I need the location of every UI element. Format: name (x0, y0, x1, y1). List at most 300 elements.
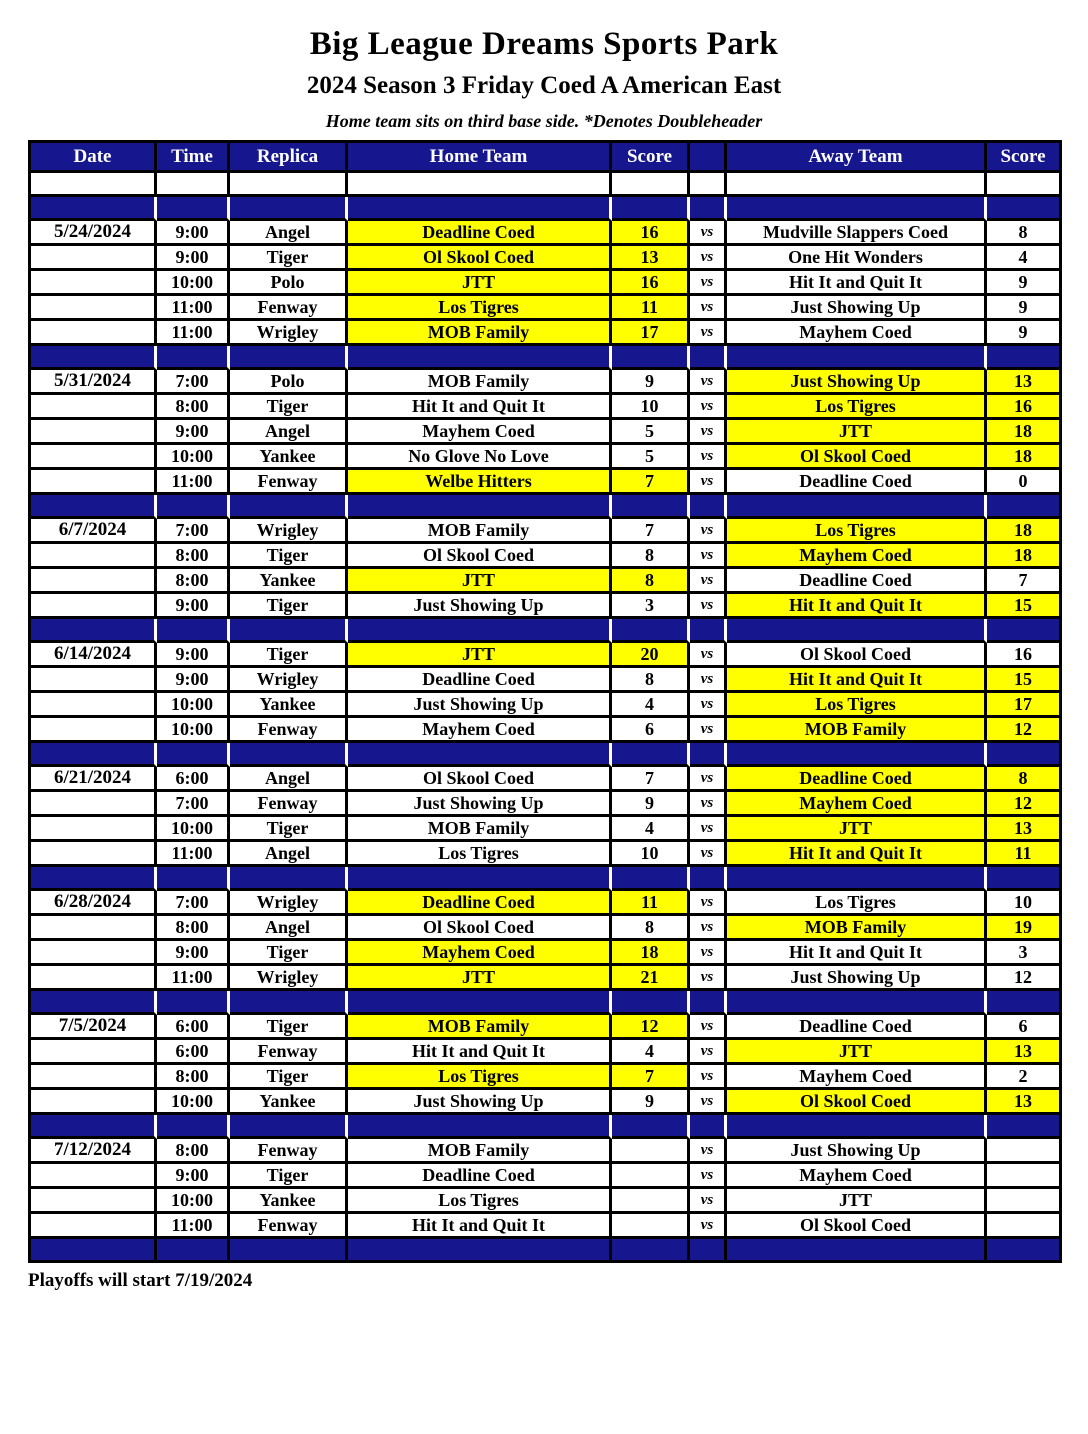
playoffs-note: Playoffs will start 7/19/2024 (28, 1270, 253, 1291)
col-header-time: Time (157, 140, 230, 173)
away-score-cell: 13 (987, 817, 1062, 842)
date-cell (28, 395, 157, 420)
separator-cell (348, 743, 612, 767)
home-team-cell: MOB Family (348, 519, 612, 544)
group-separator-row (28, 867, 1062, 891)
home-score-cell: 3 (612, 594, 690, 619)
home-team-cell: JTT (348, 643, 612, 668)
replica-cell: Fenway (230, 1139, 348, 1164)
away-score-cell: 18 (987, 445, 1062, 470)
separator-cell (690, 1239, 727, 1263)
home-score-cell: 18 (612, 941, 690, 966)
separator-cell (690, 346, 727, 370)
home-team-cell: Deadline Coed (348, 221, 612, 246)
away-team-cell: Los Tigres (727, 395, 987, 420)
time-cell: 11:00 (157, 966, 230, 991)
replica-cell: Angel (230, 420, 348, 445)
vs-cell: vs (690, 395, 727, 420)
schedule-table (28, 140, 1062, 1263)
replica-cell: Wrigley (230, 891, 348, 916)
separator-cell (987, 1115, 1062, 1139)
away-score-cell: 9 (987, 321, 1062, 346)
separator-cell (727, 346, 987, 370)
separator-cell (230, 495, 348, 519)
home-team-cell: JTT (348, 271, 612, 296)
game-row (28, 544, 1062, 569)
date-cell: 7/12/2024 (28, 1139, 157, 1164)
replica-cell: Yankee (230, 445, 348, 470)
replica-cell: Fenway (230, 1214, 348, 1239)
game-row (28, 718, 1062, 743)
home-team-cell: Mayhem Coed (348, 941, 612, 966)
home-score-cell: 17 (612, 321, 690, 346)
replica-cell: Tiger (230, 246, 348, 271)
vs-cell: vs (690, 1015, 727, 1040)
home-score-cell (612, 1214, 690, 1239)
replica-cell: Yankee (230, 1090, 348, 1115)
separator-cell (157, 1115, 230, 1139)
separator-cell (612, 743, 690, 767)
replica-cell: Angel (230, 916, 348, 941)
away-team-cell: Just Showing Up (727, 370, 987, 395)
home-team-cell: Welbe Hitters (348, 470, 612, 495)
vs-cell: vs (690, 693, 727, 718)
home-team-cell: Deadline Coed (348, 1164, 612, 1189)
home-team-cell: Deadline Coed (348, 891, 612, 916)
away-score-cell: 10 (987, 891, 1062, 916)
separator-cell (230, 1239, 348, 1263)
home-score-cell: 4 (612, 817, 690, 842)
away-score-cell (987, 1189, 1062, 1214)
replica-cell: Wrigley (230, 321, 348, 346)
game-row (28, 321, 1062, 346)
home-team-cell: Los Tigres (348, 1065, 612, 1090)
replica-cell: Tiger (230, 643, 348, 668)
game-row (28, 966, 1062, 991)
replica-cell: Fenway (230, 792, 348, 817)
away-score-cell: 18 (987, 544, 1062, 569)
time-cell: 9:00 (157, 1164, 230, 1189)
game-row (28, 420, 1062, 445)
vs-cell: vs (690, 445, 727, 470)
home-team-cell: MOB Family (348, 1139, 612, 1164)
away-score-cell: 4 (987, 246, 1062, 271)
away-team-cell: Los Tigres (727, 891, 987, 916)
separator-cell (612, 991, 690, 1015)
home-score-cell: 5 (612, 445, 690, 470)
replica-cell: Tiger (230, 817, 348, 842)
col-header-away-team: Away Team (727, 140, 987, 173)
vs-cell: vs (690, 966, 727, 991)
away-team-cell: JTT (727, 817, 987, 842)
away-team-cell: Deadline Coed (727, 767, 987, 792)
game-row (28, 792, 1062, 817)
group-separator-row (28, 197, 1062, 221)
away-score-cell: 13 (987, 1090, 1062, 1115)
home-team-cell: Ol Skool Coed (348, 767, 612, 792)
time-cell: 8:00 (157, 1139, 230, 1164)
away-team-cell: Mayhem Coed (727, 321, 987, 346)
col-header-vs (690, 140, 727, 173)
date-cell (28, 693, 157, 718)
separator-cell (690, 991, 727, 1015)
vs-cell: vs (690, 817, 727, 842)
home-team-cell: JTT (348, 569, 612, 594)
vs-cell: vs (690, 668, 727, 693)
separator-cell (727, 1239, 987, 1263)
date-cell (28, 445, 157, 470)
away-team-cell: Hit It and Quit It (727, 941, 987, 966)
vs-cell: vs (690, 1139, 727, 1164)
separator-cell (987, 197, 1062, 221)
away-team-cell: Ol Skool Coed (727, 445, 987, 470)
separator-cell (987, 619, 1062, 643)
time-cell: 10:00 (157, 1090, 230, 1115)
time-cell: 9:00 (157, 221, 230, 246)
game-row (28, 1040, 1062, 1065)
date-cell (28, 1164, 157, 1189)
separator-cell (612, 619, 690, 643)
separator-cell (157, 619, 230, 643)
doubleheader-note: Home team sits on third base side. *Denotes Doubleheader (325, 111, 763, 131)
home-team-cell: MOB Family (348, 370, 612, 395)
separator-cell (348, 619, 612, 643)
separator-cell (987, 867, 1062, 891)
time-cell: 7:00 (157, 891, 230, 916)
spacer-cell (690, 173, 727, 197)
replica-cell: Yankee (230, 569, 348, 594)
col-header-replica: Replica (230, 140, 348, 173)
vs-cell: vs (690, 941, 727, 966)
group-separator-row (28, 1115, 1062, 1139)
game-row (28, 594, 1062, 619)
away-score-cell: 18 (987, 519, 1062, 544)
home-score-cell: 8 (612, 569, 690, 594)
date-cell (28, 941, 157, 966)
time-cell: 11:00 (157, 842, 230, 867)
away-score-cell: 17 (987, 693, 1062, 718)
home-score-cell: 12 (612, 1015, 690, 1040)
away-team-cell: Ol Skool Coed (727, 643, 987, 668)
home-score-cell: 7 (612, 470, 690, 495)
away-team-cell: Mudville Slappers Coed (727, 221, 987, 246)
separator-cell (727, 619, 987, 643)
separator-cell (690, 1115, 727, 1139)
separator-cell (727, 991, 987, 1015)
away-score-cell: 12 (987, 792, 1062, 817)
home-score-cell: 16 (612, 221, 690, 246)
replica-cell: Polo (230, 370, 348, 395)
replica-cell: Fenway (230, 718, 348, 743)
separator-cell (727, 743, 987, 767)
away-score-cell: 12 (987, 966, 1062, 991)
separator-cell (348, 495, 612, 519)
game-row (28, 445, 1062, 470)
time-cell: 6:00 (157, 767, 230, 792)
spacer-cell (727, 173, 987, 197)
home-team-cell: JTT (348, 966, 612, 991)
home-score-cell: 7 (612, 1065, 690, 1090)
spacer-cell (987, 173, 1062, 197)
vs-cell: vs (690, 891, 727, 916)
replica-cell: Angel (230, 842, 348, 867)
separator-cell (157, 346, 230, 370)
replica-cell: Polo (230, 271, 348, 296)
replica-cell: Yankee (230, 1189, 348, 1214)
replica-cell: Tiger (230, 1164, 348, 1189)
separator-cell (28, 867, 157, 891)
time-cell: 10:00 (157, 817, 230, 842)
away-team-cell: Ol Skool Coed (727, 1214, 987, 1239)
away-team-cell: Just Showing Up (727, 296, 987, 321)
away-team-cell: JTT (727, 1040, 987, 1065)
game-row (28, 370, 1062, 395)
time-cell: 6:00 (157, 1015, 230, 1040)
replica-cell: Wrigley (230, 966, 348, 991)
vs-cell: vs (690, 1164, 727, 1189)
home-team-cell: Mayhem Coed (348, 420, 612, 445)
time-cell: 10:00 (157, 445, 230, 470)
date-cell (28, 1090, 157, 1115)
separator-cell (230, 619, 348, 643)
home-score-cell: 6 (612, 718, 690, 743)
away-score-cell: 8 (987, 221, 1062, 246)
away-team-cell: Hit It and Quit It (727, 668, 987, 693)
home-score-cell: 10 (612, 842, 690, 867)
away-score-cell: 15 (987, 668, 1062, 693)
date-cell: 5/31/2024 (28, 370, 157, 395)
time-cell: 7:00 (157, 519, 230, 544)
replica-cell: Tiger (230, 1015, 348, 1040)
separator-cell (157, 991, 230, 1015)
away-team-cell: Mayhem Coed (727, 1065, 987, 1090)
home-score-cell: 9 (612, 792, 690, 817)
time-cell: 10:00 (157, 1189, 230, 1214)
separator-cell (348, 991, 612, 1015)
separator-cell (727, 197, 987, 221)
vs-cell: vs (690, 321, 727, 346)
away-team-cell: Mayhem Coed (727, 1164, 987, 1189)
vs-cell: vs (690, 420, 727, 445)
home-score-cell: 4 (612, 1040, 690, 1065)
schedule-page (0, 26, 1088, 1292)
away-score-cell: 18 (987, 420, 1062, 445)
separator-cell (348, 346, 612, 370)
away-score-cell (987, 1164, 1062, 1189)
home-team-cell: Los Tigres (348, 1189, 612, 1214)
game-row (28, 767, 1062, 792)
separator-cell (157, 495, 230, 519)
replica-cell: Fenway (230, 1040, 348, 1065)
vs-cell: vs (690, 519, 727, 544)
replica-cell: Tiger (230, 395, 348, 420)
time-cell: 11:00 (157, 1214, 230, 1239)
date-cell (28, 1065, 157, 1090)
game-row (28, 891, 1062, 916)
separator-cell (28, 743, 157, 767)
home-score-cell: 16 (612, 271, 690, 296)
away-team-cell: JTT (727, 1189, 987, 1214)
separator-cell (690, 743, 727, 767)
separator-cell (230, 743, 348, 767)
home-score-cell: 20 (612, 643, 690, 668)
separator-cell (612, 346, 690, 370)
game-row (28, 221, 1062, 246)
home-score-cell: 8 (612, 668, 690, 693)
away-score-cell (987, 1139, 1062, 1164)
away-team-cell: Mayhem Coed (727, 792, 987, 817)
separator-cell (230, 991, 348, 1015)
replica-cell: Fenway (230, 296, 348, 321)
spacer-cell (230, 173, 348, 197)
date-cell (28, 594, 157, 619)
home-team-cell: Just Showing Up (348, 693, 612, 718)
away-team-cell: Just Showing Up (727, 966, 987, 991)
time-cell: 10:00 (157, 718, 230, 743)
separator-cell (987, 346, 1062, 370)
home-team-cell: Los Tigres (348, 296, 612, 321)
group-separator-row (28, 743, 1062, 767)
home-score-cell (612, 1164, 690, 1189)
date-cell (28, 420, 157, 445)
vs-cell: vs (690, 271, 727, 296)
time-cell: 9:00 (157, 668, 230, 693)
date-cell (28, 544, 157, 569)
separator-cell (28, 1239, 157, 1263)
away-team-cell: Just Showing Up (727, 1139, 987, 1164)
game-row (28, 643, 1062, 668)
col-header-away-score: Score (987, 140, 1062, 173)
home-team-cell: Just Showing Up (348, 1090, 612, 1115)
home-team-cell: No Glove No Love (348, 445, 612, 470)
game-row (28, 470, 1062, 495)
date-cell (28, 1214, 157, 1239)
separator-cell (987, 1239, 1062, 1263)
away-score-cell: 16 (987, 643, 1062, 668)
home-score-cell: 5 (612, 420, 690, 445)
vs-cell: vs (690, 1040, 727, 1065)
time-cell: 8:00 (157, 916, 230, 941)
separator-cell (230, 197, 348, 221)
game-row (28, 941, 1062, 966)
separator-cell (690, 619, 727, 643)
date-cell (28, 792, 157, 817)
replica-cell: Tiger (230, 544, 348, 569)
date-cell (28, 246, 157, 271)
replica-cell: Tiger (230, 594, 348, 619)
home-score-cell: 11 (612, 296, 690, 321)
separator-cell (987, 743, 1062, 767)
home-team-cell: Ol Skool Coed (348, 916, 612, 941)
group-separator-row (28, 991, 1062, 1015)
away-team-cell: Deadline Coed (727, 1015, 987, 1040)
away-score-cell: 9 (987, 296, 1062, 321)
home-team-cell: MOB Family (348, 1015, 612, 1040)
date-cell (28, 321, 157, 346)
separator-cell (727, 867, 987, 891)
time-cell: 10:00 (157, 693, 230, 718)
col-header-home-score: Score (612, 140, 690, 173)
away-team-cell: Ol Skool Coed (727, 1090, 987, 1115)
separator-cell (612, 495, 690, 519)
game-row (28, 1164, 1062, 1189)
away-team-cell: MOB Family (727, 718, 987, 743)
group-separator-row (28, 346, 1062, 370)
spacer-cell (28, 173, 157, 197)
home-score-cell: 7 (612, 767, 690, 792)
home-score-cell: 13 (612, 246, 690, 271)
time-cell: 6:00 (157, 1040, 230, 1065)
home-score-cell: 11 (612, 891, 690, 916)
away-team-cell: Hit It and Quit It (727, 271, 987, 296)
game-row (28, 271, 1062, 296)
home-score-cell: 9 (612, 370, 690, 395)
away-team-cell: Mayhem Coed (727, 544, 987, 569)
time-cell: 7:00 (157, 370, 230, 395)
away-score-cell (987, 1214, 1062, 1239)
page-subtitle: 2024 Season 3 Friday Coed A American East (306, 72, 782, 99)
separator-cell (348, 197, 612, 221)
time-cell: 11:00 (157, 296, 230, 321)
vs-cell: vs (690, 594, 727, 619)
separator-cell (157, 867, 230, 891)
time-cell: 8:00 (157, 544, 230, 569)
col-header-home-team: Home Team (348, 140, 612, 173)
date-cell (28, 842, 157, 867)
game-row (28, 395, 1062, 420)
separator-cell (28, 197, 157, 221)
separator-cell (348, 1115, 612, 1139)
vs-cell: vs (690, 1214, 727, 1239)
date-cell (28, 817, 157, 842)
home-team-cell: Los Tigres (348, 842, 612, 867)
time-cell: 10:00 (157, 271, 230, 296)
game-row (28, 1015, 1062, 1040)
vs-cell: vs (690, 296, 727, 321)
separator-cell (690, 495, 727, 519)
vs-cell: vs (690, 1189, 727, 1214)
home-team-cell: Deadline Coed (348, 668, 612, 693)
vs-cell: vs (690, 246, 727, 271)
separator-cell (230, 867, 348, 891)
date-cell: 6/14/2024 (28, 643, 157, 668)
game-row (28, 1214, 1062, 1239)
separator-cell (28, 346, 157, 370)
home-score-cell (612, 1189, 690, 1214)
game-row (28, 1139, 1062, 1164)
schedule-body (28, 173, 1062, 1263)
date-cell (28, 271, 157, 296)
date-cell: 6/7/2024 (28, 519, 157, 544)
away-team-cell: One Hit Wonders (727, 246, 987, 271)
time-cell: 9:00 (157, 594, 230, 619)
home-score-cell: 21 (612, 966, 690, 991)
separator-cell (230, 1115, 348, 1139)
separator-cell (28, 619, 157, 643)
time-cell: 8:00 (157, 569, 230, 594)
away-team-cell: Deadline Coed (727, 470, 987, 495)
away-score-cell: 13 (987, 370, 1062, 395)
separator-cell (727, 495, 987, 519)
date-cell (28, 1189, 157, 1214)
separator-cell (28, 991, 157, 1015)
away-team-cell: Deadline Coed (727, 569, 987, 594)
group-separator-row (28, 495, 1062, 519)
replica-cell: Tiger (230, 1065, 348, 1090)
away-score-cell: 7 (987, 569, 1062, 594)
time-cell: 8:00 (157, 395, 230, 420)
away-score-cell: 0 (987, 470, 1062, 495)
